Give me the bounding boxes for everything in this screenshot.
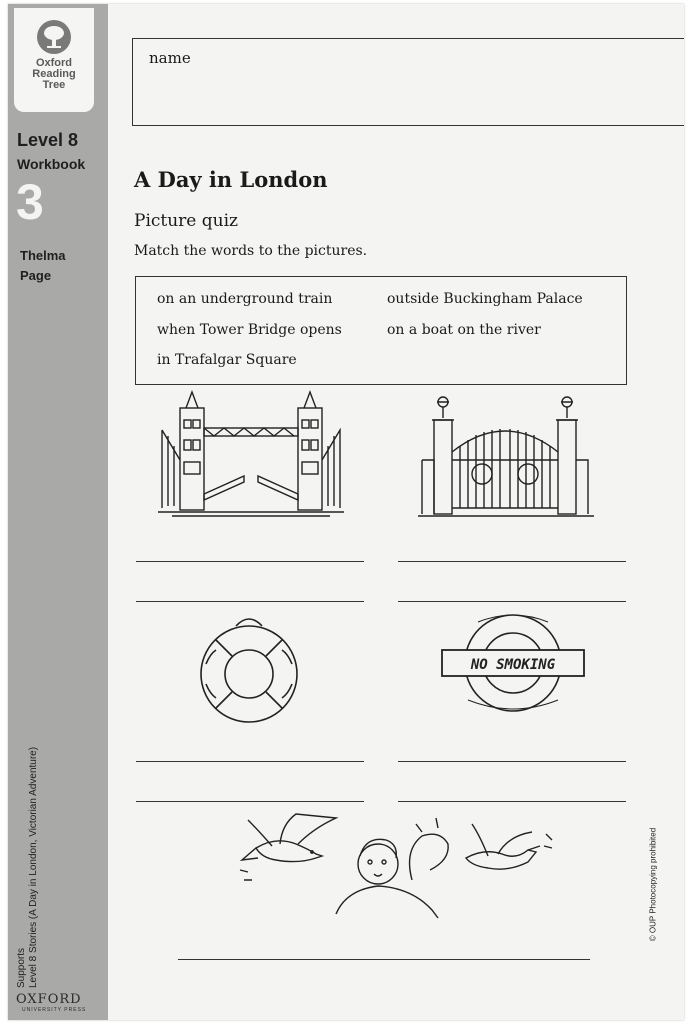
word-bank-item: when Tower Bridge opens — [157, 322, 342, 338]
workbook-label: Workbook — [17, 156, 86, 172]
answer-line[interactable] — [136, 601, 364, 602]
answer-line[interactable] — [136, 801, 364, 802]
word-bank — [135, 276, 627, 385]
logo-line-2: Reading — [32, 68, 76, 80]
workbook-number: 3 — [16, 174, 44, 230]
answer-line[interactable] — [398, 601, 626, 602]
sidebar — [8, 4, 108, 1020]
tower-bridge-picture — [158, 390, 344, 518]
story-line-1: Thelma — [20, 248, 66, 263]
word-bank-item: in Trafalgar Square — [157, 352, 297, 368]
publisher-sub: UNIVERSITY PRESS — [22, 1007, 87, 1013]
logo-line-1: Oxford — [35, 57, 73, 69]
sign-text: NO SMOKING — [470, 657, 556, 673]
palace-gates-picture — [418, 390, 594, 520]
answer-line[interactable] — [398, 761, 626, 762]
level-label: Level 8 — [17, 130, 79, 150]
story-line-2: Page — [20, 268, 52, 283]
supports-text — [16, 648, 40, 988]
name-field[interactable] — [132, 38, 684, 126]
page-subtitle: Picture quiz — [134, 211, 238, 231]
worksheet-page — [8, 4, 684, 1020]
instruction-text: Match the words to the pictures. — [134, 243, 368, 259]
answer-line[interactable] — [398, 561, 626, 562]
life-ring-picture — [196, 614, 302, 724]
answer-line[interactable] — [136, 561, 364, 562]
word-bank-item: outside Buckingham Palace — [387, 291, 583, 307]
no-smoking-sign-picture — [438, 610, 588, 716]
supports-line-1: Supports — [16, 947, 27, 988]
copyright-notice: © OUP Photocopying prohibited — [648, 827, 658, 942]
name-label: name — [149, 49, 191, 67]
answer-line[interactable] — [178, 959, 590, 960]
story-label — [20, 246, 66, 286]
word-bank-item: on an underground train — [157, 291, 333, 307]
answer-line[interactable] — [398, 801, 626, 802]
supports-line-2: Level 8 Stories (A Day in London, Victorian Adventure) — [28, 746, 39, 988]
word-bank-item: on a boat on the river — [387, 322, 541, 338]
trafalgar-pigeons-picture — [236, 810, 554, 920]
logo-line-3: Tree — [42, 79, 66, 91]
publisher-logo: OXFORD — [16, 992, 82, 1007]
oxford-reading-tree-logo — [14, 8, 94, 112]
tree-icon — [37, 20, 71, 54]
page-title: A Day in London — [134, 167, 328, 192]
answer-line[interactable] — [136, 761, 364, 762]
